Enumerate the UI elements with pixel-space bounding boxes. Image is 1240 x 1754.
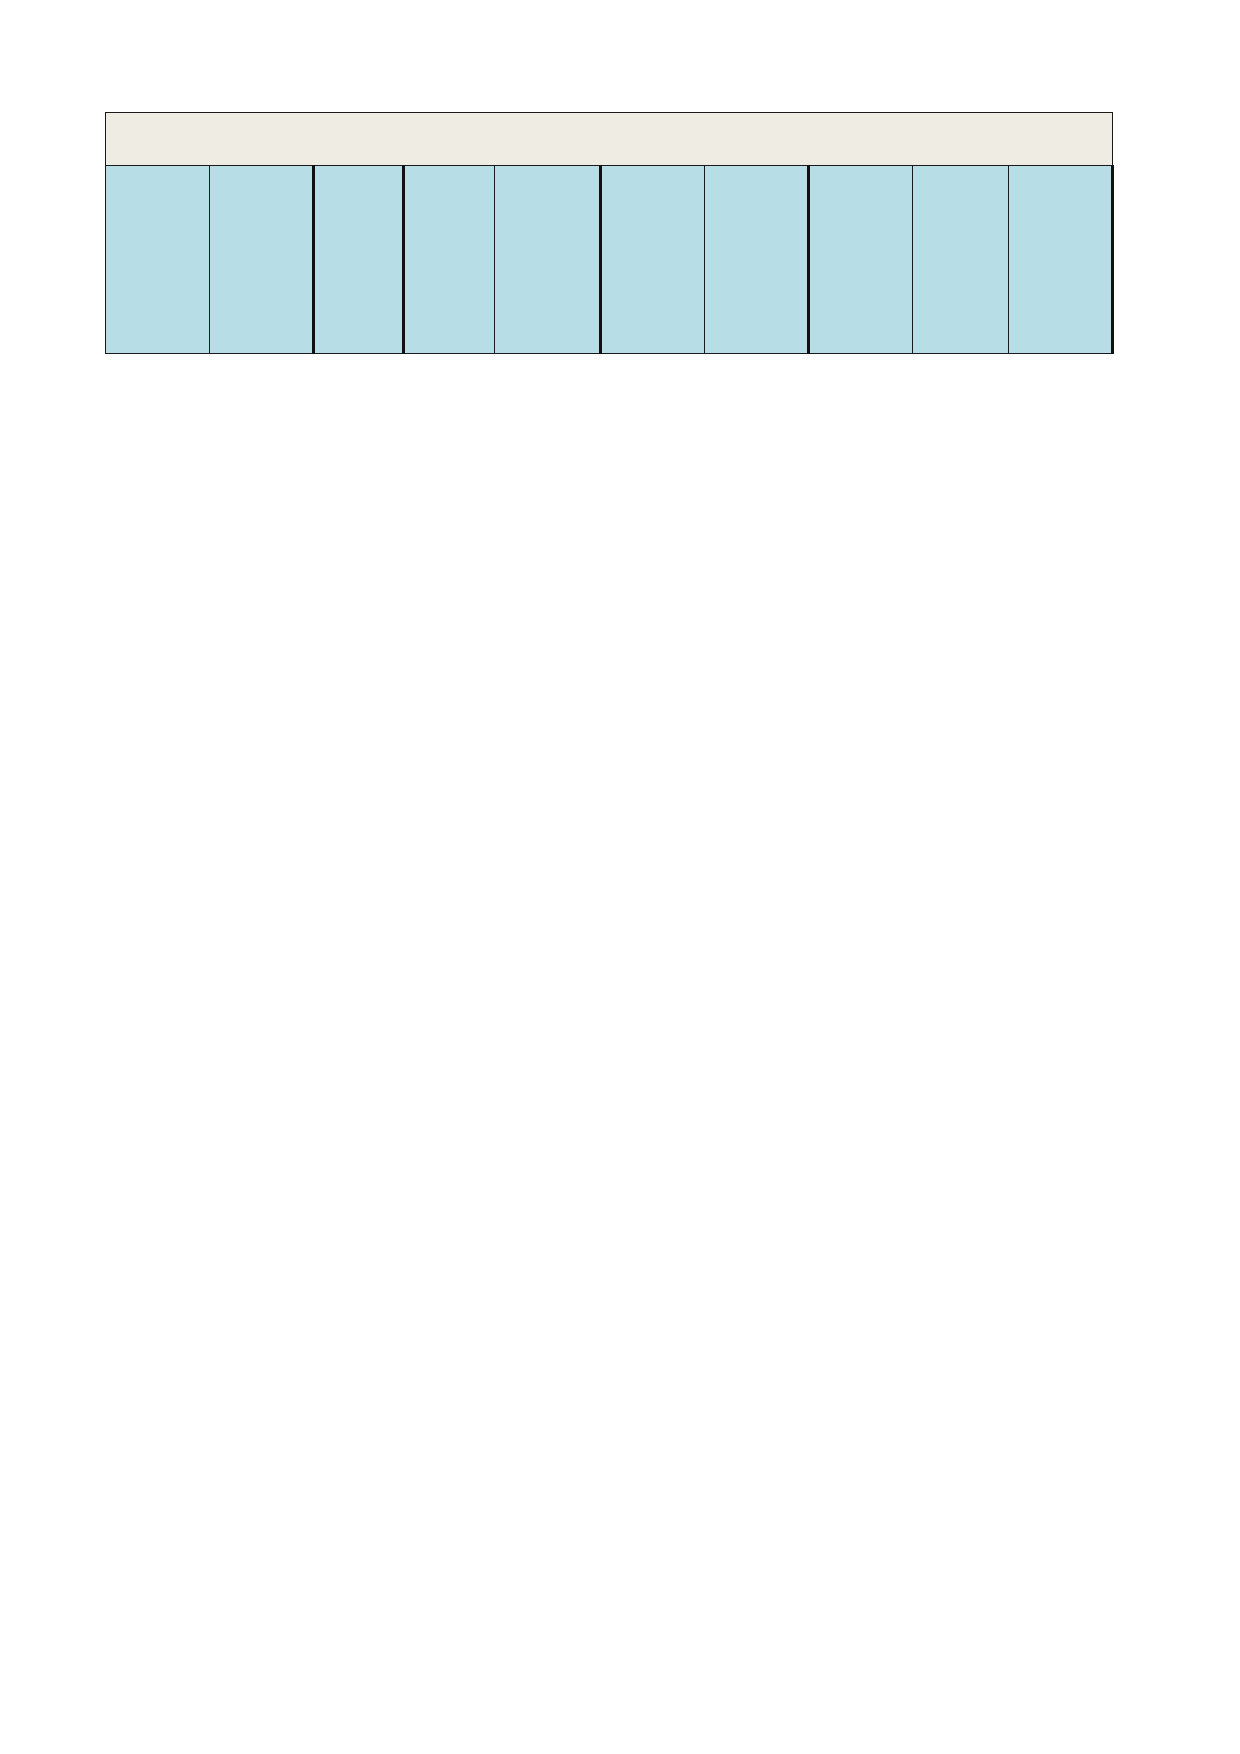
pump-spec-table <box>105 112 1114 354</box>
header-head <box>404 166 495 354</box>
header-flow <box>314 166 404 354</box>
header-power <box>495 166 601 354</box>
column-headers <box>106 166 1113 354</box>
header-weight <box>1009 166 1113 354</box>
header-outlet-diameter <box>705 166 809 354</box>
header-no <box>106 166 210 354</box>
section-title-row <box>106 113 1113 166</box>
header-outside-diameter <box>601 166 705 354</box>
section-title-cell <box>106 113 1113 166</box>
section-title <box>106 113 1113 166</box>
header-height <box>913 166 1009 354</box>
header-cable <box>809 166 913 354</box>
header-type <box>210 166 314 354</box>
header-row <box>106 166 1113 354</box>
